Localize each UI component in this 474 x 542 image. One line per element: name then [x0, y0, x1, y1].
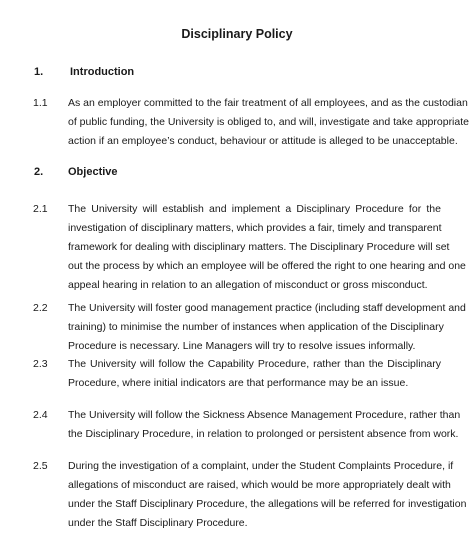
section-number: 2.: [34, 166, 44, 178]
paragraph-line: The University will establish and implement a Disciplinary Procedure for the: [68, 203, 441, 215]
paragraph-line: under the Staff Disciplinary Procedure.: [68, 517, 248, 529]
paragraph-line: The University will follow the Capability Procedure, rather than the Disciplinary: [68, 358, 441, 370]
paragraph-line: The University will foster good management practice (including staff development and: [68, 302, 466, 314]
paragraph-line: action if an employee’s conduct, behaviour or attitude is alleged to be unacceptable.: [68, 135, 458, 147]
paragraph-line: of public funding, the University is obliged to, and will, investigate and take appropriate: [68, 116, 469, 128]
document-title: Disciplinary Policy: [181, 27, 293, 41]
paragraph-line: appeal hearing in relation to an allegation of misconduct or gross misconduct.: [68, 279, 428, 291]
paragraph-2-1: [68, 200, 466, 295]
section-title: Introduction: [70, 66, 135, 78]
paragraph-line: As an employer committed to the fair treatment of all employees, and as the custodian: [68, 97, 468, 109]
paragraph-2-5: [68, 457, 467, 533]
paragraph-line: investigation of disciplinary matters, which provides a fair, timely and transparent: [68, 222, 442, 234]
paragraph-line: Procedure, where initial indicators are that performance may be an issue.: [68, 377, 409, 389]
paragraph-line: During the investigation of a complaint, under the Student Complaints Procedure, if: [68, 460, 454, 472]
paragraph-number: 2.5: [33, 460, 48, 472]
paragraph-line: under the Staff Disciplinary Procedure, the allegations will be referred for investigation: [68, 498, 467, 510]
paragraph-2-2: [68, 299, 466, 356]
section-title: Objective: [68, 166, 118, 178]
paragraph-line: The University will follow the Sickness Absence Management Procedure, rather than: [68, 409, 461, 421]
paragraph-number: 1.1: [33, 97, 48, 109]
paragraph-number: 2.3: [33, 358, 48, 370]
paragraph-2-4: [68, 406, 461, 444]
paragraph-line: Procedure is necessary. Line Managers will try to resolve issues informally.: [68, 340, 416, 352]
paragraph-line: training) to minimise the number of instances when application of the Disciplinary: [68, 321, 444, 333]
paragraph-line: out the process by which an employee will be offered the right to one hearing and one: [68, 260, 466, 272]
paragraph-2-3: [68, 355, 441, 393]
paragraph-1-1: [68, 94, 469, 151]
paragraph-number: 2.2: [33, 302, 48, 314]
paragraph-line: framework for dealing with disciplinary matters. The Disciplinary Procedure will set: [68, 241, 450, 253]
section-number: 1.: [34, 66, 44, 78]
paragraph-number: 2.4: [33, 409, 48, 421]
paragraph-line: allegations of misconduct are raised, which would be more appropriately dealt with: [68, 479, 451, 491]
paragraph-line: the Disciplinary Procedure, in relation to prolonged or persistent absence from work.: [68, 428, 459, 440]
paragraph-number: 2.1: [33, 203, 48, 215]
